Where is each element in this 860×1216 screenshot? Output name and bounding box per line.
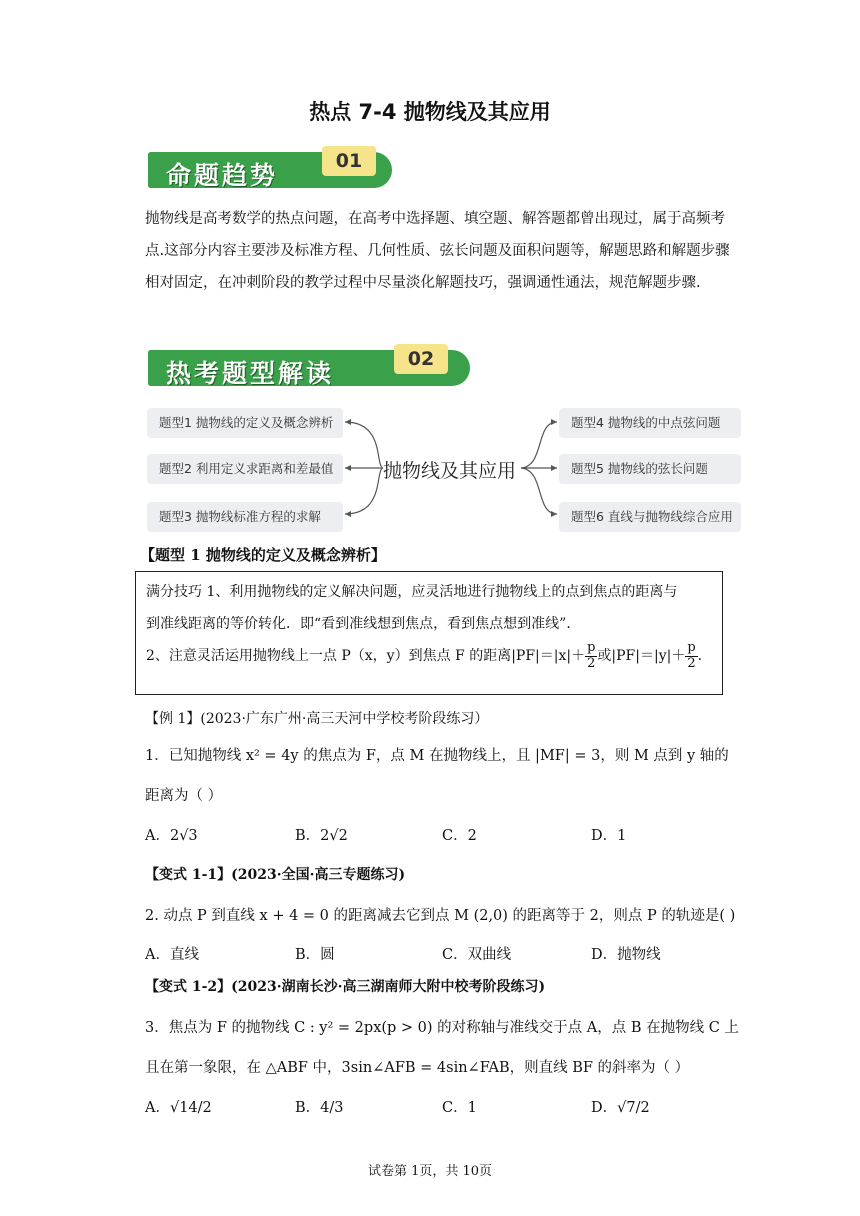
mindmap-right-1: 题型4 抛物线的中点弦问题	[559, 408, 741, 438]
option-d: D．1	[591, 828, 627, 844]
banner-label: 热考题型解读	[166, 359, 335, 388]
option-d: D．√7/2	[591, 1100, 650, 1116]
tip-line-3-b: 或|PF|＝|y|＋	[597, 648, 686, 664]
mindmap-right-3: 题型6 直线与抛物线综合应用	[559, 502, 741, 532]
option-b: B．4/3	[295, 1100, 344, 1116]
option-b: B．2√2	[295, 828, 348, 844]
banner-label: 命题趋势	[166, 161, 279, 190]
tip-line-3-a: 2、注意灵活运用抛物线上一点 P（x，y）到焦点 F 的距离|PF|＝|x|＋	[146, 648, 586, 664]
banner-number: 01	[322, 146, 376, 176]
example-heading: 【例 1】(2023·广东广州·高三天河中学校考阶段练习）	[145, 711, 489, 727]
tip-line-3: 2、注意灵活运用抛物线上一点 P（x，y）到焦点 F 的距离|PF|＝|x|＋ $\frac{p}{2}$ 或|PF|＝|y|＋ $\frac{p}{2}$ .	[146, 640, 703, 671]
mindmap-right-2: 题型5 抛物线的弦长问题	[559, 454, 741, 484]
mindmap-left-3: 题型3 抛物线标准方程的求解	[147, 502, 343, 532]
option-c: C．2	[442, 828, 477, 844]
mindmap-center: 抛物线及其应用	[383, 460, 517, 482]
question-3-line-2: 且在第一象限，在 △ABF 中，3sin∠AFB = 4sin∠FAB，则直线 BF 的斜率为（ ）	[145, 1060, 690, 1076]
question-1-line-2: 距离为（ ）	[145, 788, 223, 804]
option-a: A．直线	[145, 947, 199, 963]
tip-box	[135, 571, 723, 695]
banner-number: 02	[394, 344, 448, 374]
option-a: A．√14/2	[145, 1100, 212, 1116]
types-banner	[148, 344, 478, 388]
option-c: C．1	[442, 1100, 477, 1116]
variant-1-1-heading: 【变式 1-1】(2023·全国·高三专题练习)	[145, 867, 406, 883]
question-3-line-1: 3．焦点为 F 的抛物线 C : y² = 2px(p > 0) 的对称轴与准线交于点 A，点 B 在抛物线 C 上	[145, 1020, 739, 1036]
mindmap-left-2: 题型2 利用定义求距离和差最值	[147, 454, 343, 484]
option-a: A．2√3	[145, 828, 198, 844]
tip-line-2: 到准线距离的等价转化．即“看到准线想到焦点，看到焦点想到准线”．	[146, 616, 581, 632]
page-footer: 试卷第 1页，共 10页	[367, 1164, 493, 1179]
mindmap	[145, 398, 745, 534]
option-d: D．抛物线	[591, 947, 661, 963]
section-heading: 【题型 1 抛物线的定义及概念辨析】	[140, 546, 386, 564]
question-1-line-1: 1．已知抛物线 x² = 4y 的焦点为 F，点 M 在抛物线上，且 |MF| = 3，则 M 点到 y 轴的	[145, 748, 729, 764]
fraction: $\frac{p}{2}$	[587, 640, 596, 671]
mindmap-left-1: 题型1 抛物线的定义及概念辨析	[147, 408, 343, 438]
trend-paragraph: 抛物线是高考数学的热点问题，在高考中选择题、填空题、解答题都曾出现过，属于高频考点.这部分内容主要涉及标准方程、几何性质、弦长问题及面积问题等，解题思路和解题步骤相对固定，在冲刺阶段的教学过程中尽量淡化解题技巧，强调通性通法，规范解题步骤.	[145, 211, 730, 291]
variant-1-2-heading: 【变式 1-2】(2023·湖南长沙·高三湖南师大附中校考阶段练习)	[145, 979, 546, 995]
tip-line-1: 满分技巧 1、利用抛物线的定义解决问题，应灵活地进行抛物线上的点到焦点的距离与	[146, 584, 678, 600]
question-2: 2. 动点 P 到直线 x + 4 = 0 的距离减去它到点 M (2,0) 的距离等于 2，则点 P 的轨迹是( )	[145, 908, 736, 924]
option-c: C．双曲线	[442, 947, 512, 963]
option-b: B．圆	[295, 947, 335, 963]
page-title: 热点 7-4 抛物线及其应用	[309, 100, 551, 124]
trend-banner	[148, 146, 402, 190]
fraction: $\frac{p}{2}$	[687, 640, 696, 671]
